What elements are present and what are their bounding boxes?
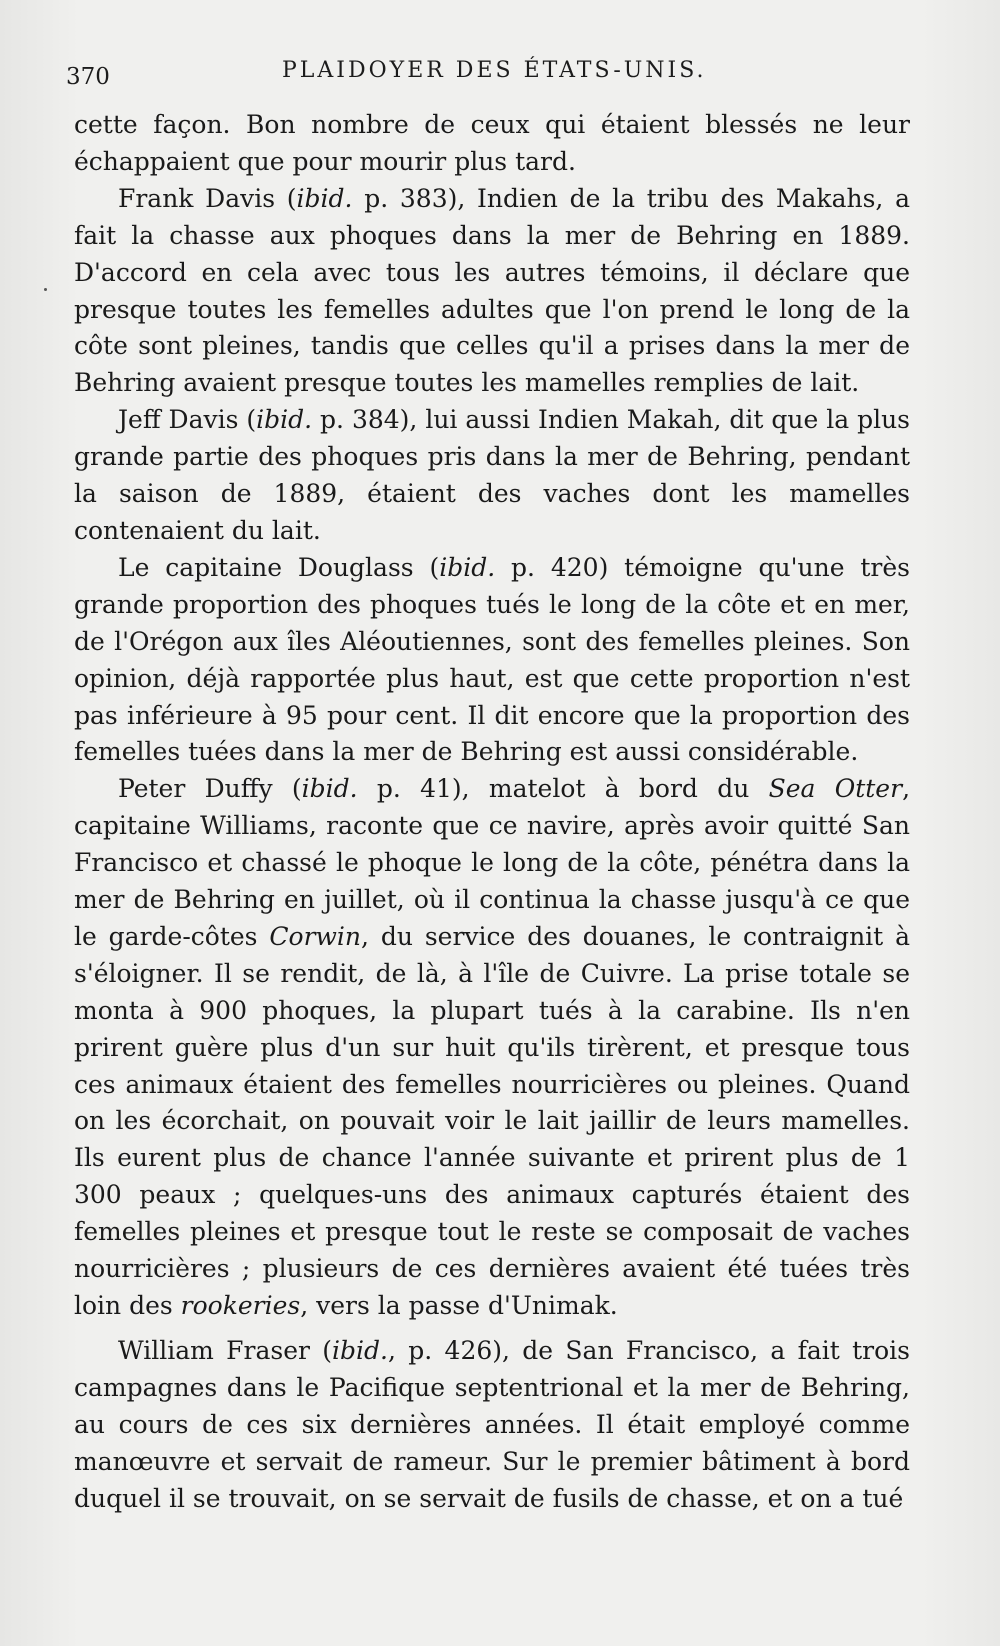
paragraph-text: Frank Davis ( (118, 183, 297, 213)
paragraph-text: Jeff Davis ( (118, 405, 257, 435)
paragraph-text: p. 384), lui aussi Indien Makah, dit que la plus grande partie des phoques pris dans la mer de Behring, pendant la saison de 1889, étaient des vaches dont les mamelles contenaient du lait. (74, 405, 910, 545)
paragraph-douglass (74, 550, 910, 771)
paragraph-frank-davis (74, 181, 910, 402)
italic-term: rookeries (180, 1291, 301, 1320)
paragraph-william-fraser (74, 1333, 910, 1518)
paragraph-text: cette façon. Bon nombre de ceux qui étaient blessés ne leur échappaient que pour mourir plus tard. (74, 110, 910, 176)
paragraph-peter-duffy (74, 771, 910, 1325)
paragraph-text: William Fraser ( (118, 1335, 333, 1365)
paragraph-text: , vers la passe d'Unimak. (300, 1291, 618, 1320)
margin-mark (44, 288, 47, 291)
citation-ref: ibid. (296, 183, 353, 213)
paragraph-text: p. 383), Indien de la tribu des Makahs, a fait la chasse aux phoques dans la mer de Behring en 1889. D'accord en cela avec tous les autres témoins, il déclare que presque toutes les femelles adultes que l'on prend le long de la côte sont pleines, tandis que celles qu'il a prises dans la mer de Behring avaient presque toutes les mamelles remplies de lait. (74, 183, 910, 398)
citation-ref: ibid. (439, 552, 496, 582)
page-number: 370 (66, 64, 110, 90)
ship-name: Corwin (269, 921, 362, 951)
paragraph-jeff-davis (74, 402, 910, 550)
body-text (74, 107, 910, 1517)
citation-ref: ibid. (301, 774, 358, 804)
citation-ref: ibid. (256, 405, 313, 435)
paragraph-text: Le capitaine Douglass ( (118, 552, 440, 582)
paragraph-text: , du service des douanes, le contraignit à s'éloigner. Il se rendit, de là, à l'île de Cuivre. La prise totale se monta à 900 phoques, la plupart tués à la carabine. Ils n'en prirent guère plus d'un sur huit qu'ils tirèrent, et presque tous ces animaux étaient des femelles nourricières ou pleines. Quand on les écorchait, on pouvait voir le lait jaillir de leurs mamelles. Ils eurent plus de chance l'année suivante et prirent plus de 1 300 peaux ; quelques-uns des animaux capturés étaient des femelles pleines et presque tout le reste se composait de vaches nourricières ; plusieurs de ces dernières avaient été tuées très loin des (74, 921, 910, 1320)
paragraph-text: Peter Duffy ( (118, 774, 302, 804)
citation-ref: ibid. (332, 1335, 388, 1365)
ship-name: Sea Otter (768, 774, 903, 804)
paragraph-continuation (74, 107, 910, 181)
paragraph-text: p. 41), matelot à bord du (357, 774, 769, 804)
paragraph-text: , p. 426), de San Francisco, a fait trois campagnes dans le Pacifique septentrional et la mer de Behring, au cours de ces six dernières années. Il était employé comme manœuvre et servait de rameur. Sur le premier bâtiment à bord duquel il se trouvait, on se servait de fusils de chasse, et on a tué (74, 1335, 910, 1513)
paragraph-text: , capitaine Williams, raconte que ce navire, après avoir quitté San Francisco et chassé le phoque le long de la côte, pénétra dans la mer de Behring en juillet, où il continua la chasse jusqu'à ce que le garde-côtes (74, 774, 911, 951)
running-title: PLAIDOYER DES ÉTATS-UNIS. (282, 58, 707, 83)
page-header (66, 58, 921, 98)
paragraph-text: p. 420) témoigne qu'une très grande proportion des phoques tués le long de la côte et en mer, de l'Orégon aux îles Aléoutiennes, sont des femelles pleines. Son opinion, déjà rapportée plus haut, est que cette proportion n'est pas inférieure à 95 pour cent. Il dit encore que la proportion des femelles tuées dans la mer de Behring est aussi considérable. (74, 552, 910, 767)
